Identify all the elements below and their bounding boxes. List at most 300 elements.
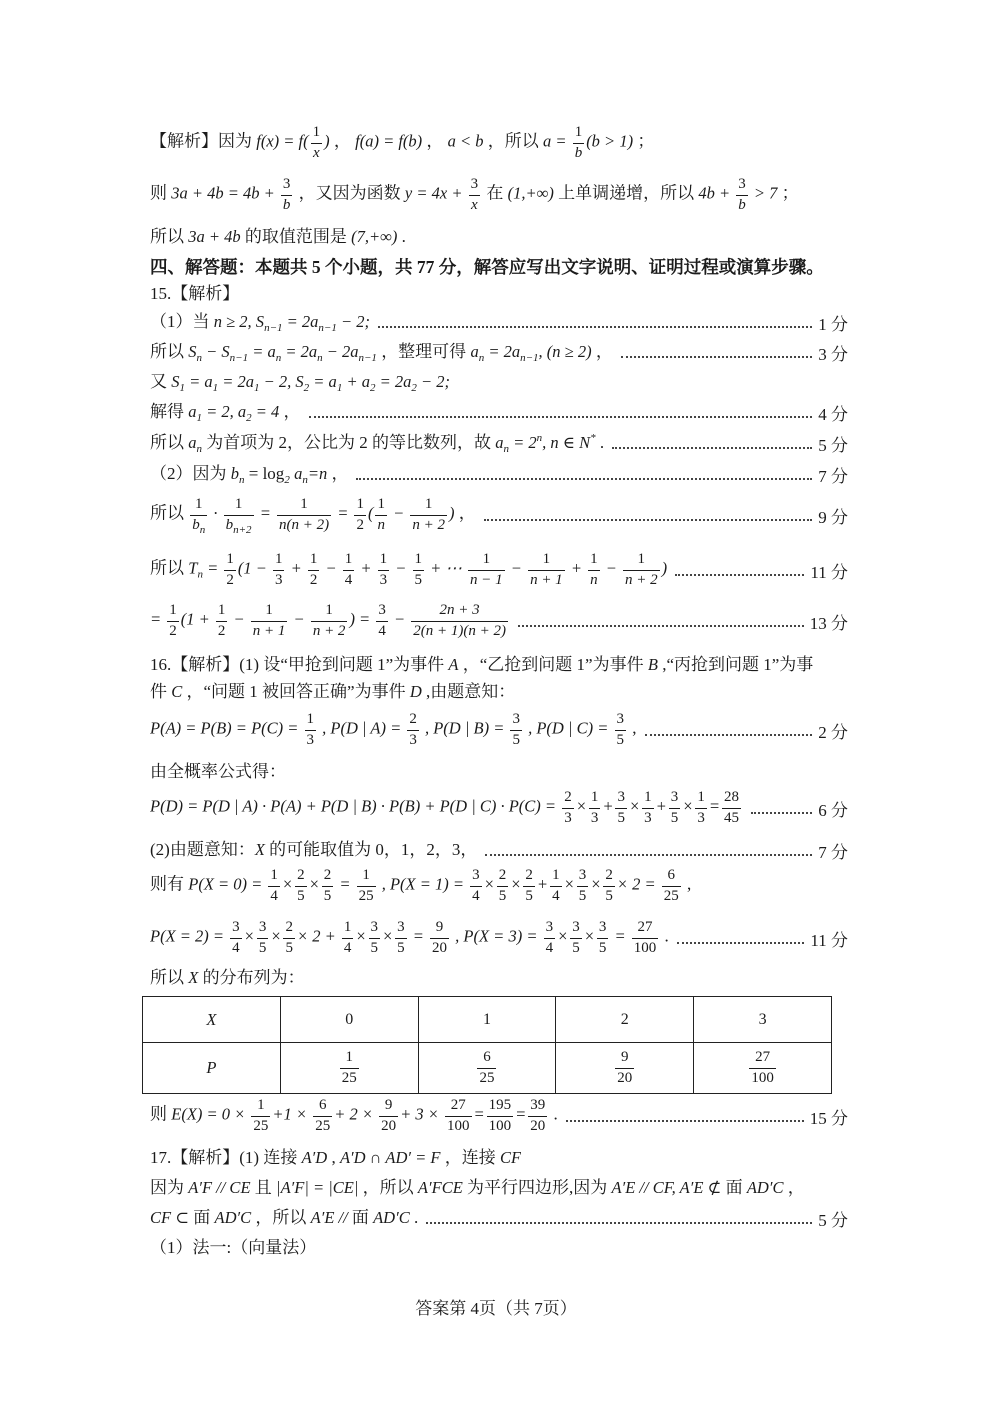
text-run: 6	[667, 867, 675, 884]
text-run: 2	[309, 571, 318, 588]
text-run: 2	[323, 867, 332, 884]
fraction-numerator	[281, 176, 293, 195]
text-run: 所以	[150, 341, 189, 361]
math-run: X	[254, 839, 265, 859]
math-run: ×	[281, 874, 294, 894]
math-run: , P(X = 1) =	[377, 874, 469, 894]
text-run: 4	[344, 571, 353, 588]
q15-step-line	[150, 491, 848, 539]
text-run: 所以	[150, 967, 189, 987]
text-run: 1	[274, 551, 283, 568]
fraction	[407, 711, 419, 749]
math-run: 4b +	[698, 183, 735, 203]
math-run: , P(D | A) =	[318, 718, 406, 738]
fraction	[632, 919, 659, 957]
fraction-numerator	[230, 919, 242, 938]
score-label: 6 分	[818, 800, 848, 820]
fraction	[273, 551, 285, 589]
superscript: *	[590, 431, 596, 444]
q15-step-line	[150, 597, 848, 645]
text-run: 3	[670, 789, 679, 806]
subscript: n−1	[264, 321, 283, 334]
text-run: 则	[150, 1104, 172, 1124]
math-run: 2n + 3	[439, 602, 480, 619]
dotted-leader	[356, 478, 812, 480]
text-run: 3	[738, 176, 746, 193]
text-run: 1	[217, 602, 226, 619]
math-run: =	[473, 1104, 485, 1124]
text-run: 1	[590, 789, 599, 806]
math-run: −	[289, 609, 309, 629]
math-run: =	[708, 796, 721, 816]
fraction	[251, 1097, 270, 1135]
text-run: 面	[351, 1207, 374, 1227]
fraction-numerator	[669, 789, 681, 808]
text-run: 4	[270, 887, 278, 904]
p-label-cell	[143, 1043, 281, 1094]
fraction-numerator	[308, 551, 320, 570]
math-run: E(X) = 0 ×	[171, 1104, 250, 1124]
fraction	[528, 551, 565, 589]
text-run: 1	[325, 602, 333, 619]
math-run: ×	[575, 796, 587, 816]
text-run: ，“问题 1 被回答正确”为事件	[182, 681, 410, 701]
text-run: 27	[637, 919, 653, 936]
superscript: n	[536, 431, 543, 444]
math-run: n + 2	[312, 622, 346, 639]
math-run: > 7	[749, 183, 778, 203]
math-run: a	[294, 463, 303, 483]
text-run: 1	[590, 551, 598, 568]
fraction-numerator	[642, 789, 654, 808]
subscript: n	[199, 523, 206, 536]
text-run: 1	[265, 602, 273, 619]
text-run: 25	[253, 1117, 269, 1134]
fraction-numerator	[589, 789, 601, 808]
subscript: 1	[196, 411, 202, 424]
math-run: +	[566, 558, 587, 578]
dotted-leader	[645, 734, 813, 736]
text-run: 17.【解析】(1) 连接	[150, 1147, 302, 1167]
fraction-numerator: 6	[477, 1049, 496, 1068]
fraction-denominator	[470, 887, 482, 905]
score-label: 9 分	[818, 507, 848, 527]
text-run: （2）因为	[150, 463, 231, 483]
score-label: 4 分	[818, 404, 848, 424]
q15-step-line	[150, 546, 848, 594]
fraction	[413, 551, 425, 589]
math-run: = 4	[251, 401, 280, 421]
text-run: 3	[697, 809, 705, 826]
math-run: + ⋯	[426, 558, 467, 578]
fraction	[313, 1097, 332, 1135]
text-run: 20	[530, 1117, 546, 1134]
text-run: 1	[195, 496, 203, 513]
fraction	[257, 919, 269, 957]
fraction-numerator	[413, 551, 425, 570]
line-content	[150, 122, 654, 164]
text-run: = log	[244, 463, 285, 483]
fraction-numerator	[224, 551, 236, 570]
fraction-numerator: 27	[749, 1049, 776, 1068]
fraction-denominator	[523, 887, 535, 905]
text-run: 1	[697, 789, 705, 806]
math-run: +	[602, 796, 614, 816]
text-run: 3	[545, 919, 554, 936]
math-run: a =	[543, 131, 571, 151]
math-run: =	[335, 874, 355, 894]
q14-monotonic-line	[150, 171, 848, 219]
text-run: 5	[297, 887, 305, 904]
math-run: ×	[590, 874, 602, 894]
text-run: 因为	[150, 1177, 189, 1197]
math-run: ×	[682, 796, 694, 816]
text-run: 1	[542, 551, 551, 568]
fraction	[445, 1097, 472, 1135]
text-run: 5	[370, 939, 378, 956]
text-run: 所以	[150, 432, 189, 452]
math-run: 3a + 4b = 4b +	[171, 183, 279, 203]
subscript: 2	[303, 381, 310, 394]
fraction-numerator	[410, 496, 447, 515]
subscript: n	[478, 351, 485, 364]
math-run: +	[536, 874, 549, 894]
text-run: 3	[616, 711, 624, 728]
subscript: 2	[369, 381, 376, 394]
fraction-numerator	[322, 867, 334, 886]
line-content	[150, 494, 476, 536]
text-run: 2	[498, 867, 507, 884]
text-run: .	[595, 432, 605, 452]
fraction	[378, 551, 390, 589]
math-run: − S	[202, 341, 230, 361]
fraction	[411, 602, 508, 640]
math-run: (1 −	[237, 558, 271, 578]
math-run: A′D ∩ AD′ = F	[339, 1147, 441, 1167]
math-run: +	[356, 558, 376, 578]
text-run: 1	[377, 496, 385, 513]
math-run: P(A) = P(B) = P(C) =	[150, 718, 303, 738]
text-run: 4	[378, 622, 386, 639]
x-value-cell: 0	[280, 997, 418, 1043]
score-label: 11 分	[810, 930, 848, 950]
math-run: ×	[510, 874, 522, 894]
text-run: .	[660, 926, 669, 946]
math-run: |A′F| = |CE|	[276, 1177, 359, 1197]
math-run: n + 1	[530, 571, 563, 588]
subscript: n+2	[233, 523, 252, 536]
subscript: 1	[254, 381, 260, 394]
text-run: 16.【解析】(1) 设“甲抢到问题 1”为事件	[150, 654, 449, 674]
score-label: 3 分	[818, 344, 848, 364]
fraction-numerator	[305, 711, 317, 730]
fraction	[749, 1049, 776, 1087]
fraction-denominator	[379, 1117, 398, 1135]
fraction-denominator	[615, 731, 627, 749]
text-run: 3	[590, 809, 599, 826]
fraction	[342, 919, 354, 957]
math-run: − 2;	[336, 311, 370, 331]
math-run: ×	[243, 926, 255, 946]
math-run: n	[590, 571, 598, 588]
fraction-numerator	[588, 551, 600, 570]
p-value-cell	[418, 1043, 556, 1094]
fraction	[562, 789, 574, 827]
text-run: 3	[232, 919, 240, 936]
fraction-numerator	[283, 919, 295, 938]
text-run: 3	[617, 789, 625, 806]
text-run: 2	[605, 867, 613, 884]
text-run: 25	[358, 887, 374, 904]
fraction-denominator	[407, 731, 419, 749]
fraction	[379, 1097, 398, 1135]
text-run: 3	[397, 919, 405, 936]
subscript: 1	[179, 381, 185, 394]
q16-step-line	[150, 784, 848, 832]
text-run: 2	[226, 571, 234, 588]
fraction	[615, 1049, 634, 1087]
text-run: 1	[234, 496, 243, 513]
subscript: 2	[411, 381, 417, 394]
math-run: (1,+∞)	[507, 183, 554, 203]
text-run: 的取值范围是	[240, 226, 352, 246]
fraction	[167, 602, 179, 640]
line-content	[150, 1095, 558, 1137]
math-run: −	[388, 503, 409, 523]
fraction	[283, 919, 295, 957]
fraction-denominator: 100	[751, 1069, 774, 1086]
math-run: S	[171, 371, 180, 391]
text-run: 2	[169, 622, 177, 639]
math-run: , (n ≥ 2)	[538, 341, 592, 361]
math-run: −	[601, 558, 621, 578]
fraction-denominator	[603, 887, 615, 905]
text-run: 3	[578, 867, 587, 884]
fraction-denominator	[295, 887, 307, 905]
x-label: X	[206, 1009, 217, 1029]
math-run: f(x) = f(	[256, 131, 309, 151]
text-run: 5	[578, 887, 587, 904]
fraction	[469, 176, 481, 214]
text-run: 3	[512, 711, 520, 728]
math-run: =n	[307, 463, 328, 483]
fraction-numerator	[523, 867, 535, 886]
fraction	[322, 867, 334, 905]
fraction	[281, 176, 293, 214]
line-content	[150, 761, 286, 784]
fraction-numerator	[662, 867, 681, 886]
text-run: 1	[424, 496, 433, 513]
text-run: 2	[297, 867, 305, 884]
text-run: 5	[498, 887, 507, 904]
fraction	[477, 1049, 496, 1087]
subscript: n	[503, 442, 509, 455]
fraction-denominator	[577, 887, 589, 905]
text-run: 1	[574, 124, 583, 141]
math-run: ×	[563, 874, 575, 894]
text-run: 1	[637, 551, 646, 568]
fraction-denominator	[343, 571, 355, 589]
fraction	[305, 711, 317, 749]
text-run: 3	[274, 571, 283, 588]
fraction-numerator	[277, 496, 331, 515]
math-run: n ≥ 2, S	[213, 311, 265, 331]
q16-expectation-line	[150, 1092, 848, 1140]
fraction-numerator	[695, 789, 707, 808]
text-run: 1	[362, 867, 370, 884]
fraction-numerator	[597, 919, 609, 938]
table-row	[143, 1043, 832, 1094]
fraction	[311, 602, 348, 640]
math-run: × 2 +	[296, 926, 340, 946]
text-run: 1	[344, 551, 353, 568]
fraction	[224, 551, 236, 589]
text-run: ，	[327, 463, 349, 483]
text-run: 解得	[150, 401, 189, 421]
fraction-denominator	[378, 571, 390, 589]
text-run: ，	[422, 131, 448, 151]
fraction-numerator	[167, 602, 179, 621]
text-run: 27	[450, 1097, 466, 1114]
math-run: ×	[382, 926, 394, 946]
text-run: 则有	[150, 874, 189, 894]
math-run: a	[470, 341, 479, 361]
text-run: 3	[379, 571, 388, 588]
text-run: 2	[525, 867, 533, 884]
text-run: 4	[552, 887, 560, 904]
math-run: = 2	[509, 432, 537, 452]
math-run: = a	[248, 341, 276, 361]
math-run: −	[391, 558, 411, 578]
math-run: 3a + 4b	[188, 226, 241, 246]
math-run: (	[367, 503, 374, 523]
fraction-numerator	[224, 496, 254, 515]
math-run: P(X = 0) =	[188, 874, 267, 894]
math-run: T	[188, 558, 198, 578]
fraction	[544, 919, 556, 957]
fraction	[615, 711, 627, 749]
fraction-denominator	[615, 809, 627, 827]
math-run: P(X = 2) =	[150, 926, 229, 946]
math-run: n + 1	[252, 622, 286, 639]
text-run: 3	[572, 919, 580, 936]
fraction-numerator	[311, 602, 348, 621]
subscript: n	[275, 351, 282, 364]
text-run: 5	[605, 887, 613, 904]
fraction-denominator	[313, 1117, 332, 1135]
fraction-denominator	[588, 571, 600, 589]
math-run: C	[171, 681, 183, 701]
subscript: n−1	[520, 351, 539, 364]
fraction-numerator	[577, 867, 589, 886]
fraction-denominator	[487, 1117, 514, 1135]
line-content	[150, 917, 669, 959]
text-run: 3	[409, 731, 417, 748]
fraction-denominator	[589, 809, 601, 827]
line-content	[150, 549, 667, 591]
fraction	[230, 919, 242, 957]
math-run: )	[661, 558, 668, 578]
text-run: 45	[724, 809, 740, 826]
fraction-numerator	[216, 602, 228, 621]
score-label: 15 分	[809, 1108, 848, 1128]
fraction-numerator	[623, 551, 660, 570]
fraction-denominator	[268, 887, 280, 905]
text-run: 6	[318, 1097, 327, 1114]
fraction	[224, 496, 254, 534]
text-run: 3	[378, 602, 386, 619]
fraction-numerator	[497, 867, 509, 886]
fraction-denominator	[468, 571, 505, 589]
math-run: )	[448, 503, 455, 523]
math-run: n(n + 2)	[278, 516, 330, 533]
score-label: 7 分	[818, 466, 848, 486]
text-run: ，	[591, 341, 613, 361]
text-run: 【解析】因为	[150, 131, 257, 151]
fraction-numerator	[376, 602, 388, 621]
line-content	[150, 174, 799, 216]
text-run: ，	[279, 401, 301, 421]
fraction	[523, 867, 535, 905]
dotted-leader	[612, 447, 812, 449]
text-run: .	[397, 226, 406, 246]
text-run: 100	[633, 939, 657, 956]
math-run: +	[655, 796, 667, 816]
math-run: A′FCE	[417, 1177, 463, 1197]
text-run: 20	[381, 1117, 397, 1134]
fraction-denominator	[562, 809, 574, 827]
text-run: 4	[232, 939, 240, 956]
fraction-denominator: 25	[341, 1069, 357, 1086]
fraction-numerator	[430, 919, 449, 938]
math-run: = 2a	[375, 371, 412, 391]
fraction-denominator	[410, 516, 447, 534]
text-run: 20	[432, 939, 448, 956]
text-run: 为首项为 2，公比为 2 的等比数列，故	[202, 432, 496, 452]
text-run: 5	[598, 939, 607, 956]
fraction	[268, 867, 280, 905]
q16-step-line	[150, 706, 848, 754]
dotted-leader	[675, 574, 804, 576]
text-run: 5	[572, 939, 580, 956]
text-run: 3	[370, 919, 378, 936]
fraction	[497, 867, 509, 905]
dotted-leader	[677, 942, 805, 944]
subscript: n	[197, 568, 203, 581]
fraction-numerator	[615, 711, 627, 730]
score-label: 13 分	[809, 613, 848, 633]
text-run: .	[409, 1207, 419, 1227]
fraction-denominator	[528, 1117, 547, 1135]
text-run: 1	[414, 551, 423, 568]
fraction	[343, 551, 355, 589]
math-run: A′E // CF, A′E ⊄	[611, 1177, 722, 1197]
text-run: ,“丙抢到问题 1”为事	[657, 654, 814, 674]
page-footer: 答案第 4页（共 7页）	[415, 1299, 577, 1318]
math-run: AD′C	[214, 1207, 252, 1227]
text-run: （1）法一:（向量法）	[150, 1237, 317, 1257]
text-run: 又	[150, 371, 172, 391]
math-run: + 3 ×	[400, 1104, 444, 1124]
fraction-numerator	[311, 124, 323, 143]
fraction	[669, 789, 681, 827]
fraction-numerator: 1	[340, 1049, 359, 1068]
text-run: 的可能取值为 0，1，2，3，	[264, 839, 478, 859]
fraction-denominator	[411, 622, 508, 640]
math-run: S	[188, 341, 197, 361]
text-run: 25	[663, 887, 679, 904]
text-run: （1）当	[150, 311, 214, 331]
